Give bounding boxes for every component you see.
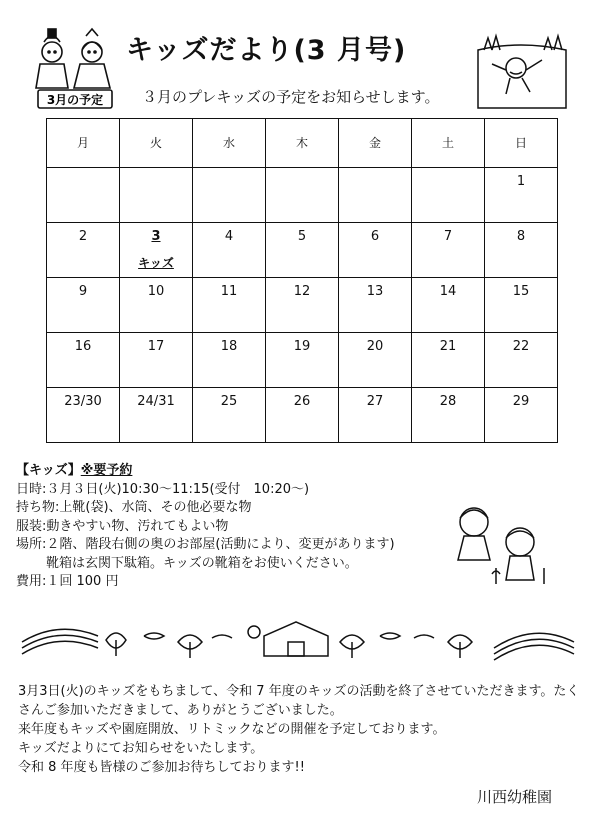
calendar-week-row (47, 333, 558, 388)
event-label: キッズ (138, 256, 174, 270)
info-fee: 費用:１回 100 円 (16, 574, 119, 589)
info-clothing: 服装:動きやすい物、汚れてもよい物 (16, 518, 229, 534)
calendar-cell: 26 (266, 388, 339, 443)
calendar-cell: 4 (193, 223, 266, 278)
info-date: 日時:３月３日(火)10:30～11:15(受付 10:20～) (16, 481, 310, 497)
calendar-cell (266, 168, 339, 223)
calendar-cell: 13 (339, 278, 412, 333)
calendar-cell: 19 (266, 333, 339, 388)
day-header-sun: 日 (485, 119, 558, 168)
organization-name: 川西幼稚園 (477, 788, 553, 806)
calendar-cell (193, 168, 266, 223)
calendar-cell: 16 (47, 333, 120, 388)
calendar-cell: 9 (47, 278, 120, 333)
notice-line: 3月3日(火)のキッズをもちまして、令和 7 年度のキッズの活動を終了させていただきます。たくさんご参加いただきまして、ありがとうございました。 (18, 684, 580, 718)
calendar-cell: 24/31 (120, 388, 193, 443)
kids-info-block (16, 462, 395, 592)
calendar-cell: 17 (120, 333, 193, 388)
calendar-header-row (47, 119, 558, 168)
day-header-sat: 土 (412, 119, 485, 168)
notice-line: 令和 8 年度も皆様のご参加お待ちしております!! (18, 760, 305, 775)
calendar-cell: 2 (47, 223, 120, 278)
info-items: 持ち物:上靴(袋)、水筒、その他必要な物 (16, 500, 252, 515)
calendar-cell: 21 (412, 333, 485, 388)
calendar-cell: 29 (485, 388, 558, 443)
reservation-note: ※要予約 (80, 463, 133, 478)
calendar-cell: 1 (485, 168, 558, 223)
day-header-wed: 水 (193, 119, 266, 168)
page-subtitle: ３月のプレキッズの予定をお知らせします。 (142, 88, 440, 106)
calendar-cell: 5 (266, 223, 339, 278)
calendar-cell: 11 (193, 278, 266, 333)
hina-dolls-illustration (30, 24, 120, 110)
calendar-cell (47, 168, 120, 223)
calendar-cell: 23/30 (47, 388, 120, 443)
closing-notice (18, 682, 583, 777)
calendar-cell: 12 (266, 278, 339, 333)
calendar-week-row (47, 278, 558, 333)
info-shoes: 靴箱は玄関下駄箱。キッズの靴箱をお使いください。 (46, 555, 358, 571)
calendar-week-row (47, 223, 558, 278)
calendar-cell: 18 (193, 333, 266, 388)
calendar-table (46, 118, 558, 443)
calendar-cell: 27 (339, 388, 412, 443)
event-date: 3 (151, 229, 161, 244)
calendar-cell: 25 (193, 388, 266, 443)
calendar-cell (412, 168, 485, 223)
calendar-cell: 20 (339, 333, 412, 388)
calendar-cell: 6 (339, 223, 412, 278)
children-gardening-illustration (440, 498, 560, 590)
day-header-thu: 木 (266, 119, 339, 168)
day-header-mon: 月 (47, 119, 120, 168)
calendar-cell: 8 (485, 223, 558, 278)
calendar-cell: 28 (412, 388, 485, 443)
calendar-cell: 7 (412, 223, 485, 278)
calendar-cell: 22 (485, 333, 558, 388)
calendar-week-row (47, 168, 558, 223)
day-header-tue: 火 (120, 119, 193, 168)
calendar-cell (120, 168, 193, 223)
info-place: 場所:２階、階段右側の奥のお部屋(活動により、変更があります) (16, 537, 395, 552)
calendar-cell: 14 (412, 278, 485, 333)
badge-text: 3月の予定 (46, 93, 104, 107)
decorative-border (18, 612, 578, 662)
page-title: キッズだより(3 月号) (126, 35, 407, 66)
day-header-fri: 金 (339, 119, 412, 168)
info-heading: 【キッズ】 (16, 463, 81, 478)
calendar-cell-event (120, 223, 193, 278)
calendar-cell (339, 168, 412, 223)
info-heading-line (16, 462, 395, 481)
child-playing-illustration (470, 30, 570, 110)
notice-line: 来年度もキッズや園庭開放、リトミックなどの開催を予定しております。 (18, 722, 446, 737)
calendar-week-row (47, 388, 558, 443)
calendar-cell: 15 (485, 278, 558, 333)
calendar-cell: 10 (120, 278, 193, 333)
notice-line: キッズだよりにてお知らせをいたします。 (18, 741, 264, 756)
